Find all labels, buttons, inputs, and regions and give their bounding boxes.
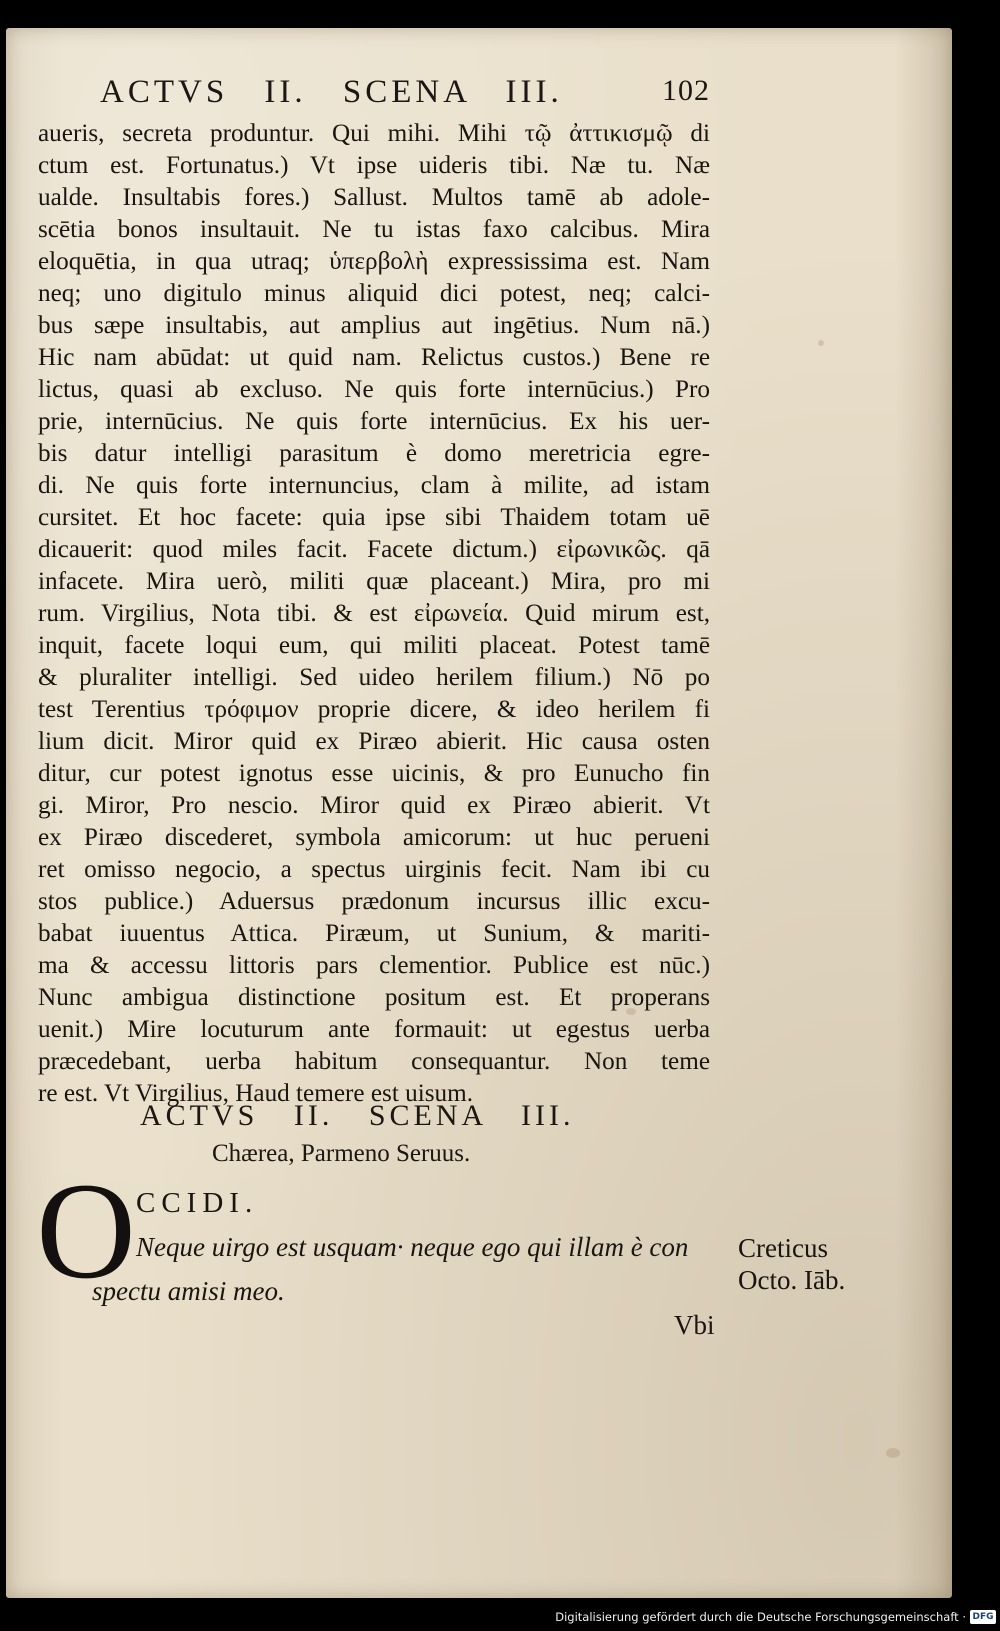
- page-number: 102: [662, 74, 710, 107]
- commentary-line: inquit, facete loqui eum, qui militi placeat. Potest tamē: [38, 632, 710, 659]
- commentary-line: neq; uno digitulo minus aliquid dici potest, neq; calci-: [38, 280, 710, 307]
- commentary-line: re est. Vt Virgilius, Haud temere est uisum.: [38, 1080, 474, 1107]
- commentary-line: test Terentius τρόφιμον proprie dicere, & ideo herilem fi: [38, 696, 710, 723]
- commentary-line: dicauerit: quod miles facit. Facete dictum.) εἰρωνικῶς. qā: [38, 536, 710, 563]
- running-header-title: ACTVS II. SCENA III.: [100, 74, 563, 110]
- catchword: Vbi: [674, 1310, 715, 1340]
- commentary-line: præcedebant, uerba habitum consequantur. Non teme: [38, 1048, 710, 1075]
- commentary-line: Hic nam abūdat: ut quid nam. Relictus custos.) Bene re: [38, 344, 710, 371]
- commentary-line: ditur, cur potest ignotus esse uicinis, & pro Eunucho fin: [38, 760, 710, 787]
- commentary-line: scētia bonos insultauit. Ne tu istas faxo calcibus. Mira: [38, 216, 710, 243]
- commentary-line: prie, internūcius. Ne quis forte internūcius. Ex his uer-: [38, 408, 710, 435]
- verse-opening-word: CCIDI.: [136, 1187, 259, 1219]
- scene-heading: ACTVS II. SCENA III.: [140, 1099, 575, 1132]
- commentary-line: Nunc ambigua distinctione positum est. Et properans: [38, 984, 710, 1011]
- paper-spot: [886, 1448, 900, 1458]
- margin-note-line: Octo. Iāb.: [738, 1265, 846, 1295]
- commentary-line: ma & accessu littoris pars clementior. Publice est nūc.): [38, 952, 710, 979]
- commentary-line: stos publice.) Aduersus prædonum incursus illic excu-: [38, 888, 710, 915]
- running-header: [100, 74, 710, 118]
- paper-spot: [818, 340, 824, 346]
- commentary-line: & pluraliter intelligi. Sed uideo herilem filium.) Nō po: [38, 664, 710, 691]
- commentary-line: bus sæpe insultabis, aut amplius aut ingētius. Num nā.): [38, 312, 710, 339]
- commentary-line: rum. Virgilius, Nota tibi. & est εἰρωνεία. Quid mirum est,: [38, 600, 710, 627]
- commentary-line: uenit.) Mire locuturum ante formauit: ut egestus uerba: [38, 1016, 710, 1043]
- commentary-line: ex Piræo discederet, symbola amicorum: ut huc perueni: [38, 824, 710, 851]
- commentary-line: ret omisso negocio, a spectus uirginis fecit. Nam ibi cu: [38, 856, 710, 883]
- commentary-line: ualde. Insultabis fores.) Sallust. Multos tamē ab adole-: [38, 184, 710, 211]
- commentary-line: lium dicit. Miror quid ex Piræo abierit. Hic causa osten: [38, 728, 710, 755]
- commentary-line: eloquētia, in qua utraq; ὑπερβολὴ expressissima est. Nam: [38, 248, 710, 275]
- commentary-line: lictus, quasi ab excluso. Ne quis forte internūcius.) Pro: [38, 376, 710, 403]
- commentary-line: ctum est. Fortunatus.) Vt ipse uideris tibi. Næ tu. Næ: [38, 152, 710, 179]
- digitization-credit: [555, 1606, 996, 1628]
- drop-cap-initial: O: [36, 1154, 136, 1307]
- commentary-line: gi. Miror, Pro nescio. Miror quid ex Piræo abierit. Vt: [38, 792, 710, 819]
- commentary-line: aueris, secreta produntur. Qui mihi. Mihi τῷ ἀττικισμῷ di: [38, 120, 710, 147]
- margin-note: [738, 1232, 845, 1296]
- commentary-line: babat iuuentus Attica. Piræum, ut Sunium, & mariti-: [38, 920, 710, 947]
- verse-line: spectu amisi meo.: [92, 1276, 285, 1306]
- commentary-line: cursitet. Et hoc facete: quia ipse sibi Thaidem totam uē: [38, 504, 710, 531]
- credit-text: Digitalisierung gefördert durch die Deutsche Forschungsgemeinschaft ·: [555, 1610, 966, 1624]
- commentary-line: di. Ne quis forte internuncius, clam à milite, ad istam: [38, 472, 710, 499]
- commentary-line: infacete. Mira uerò, militi quæ placeant.) Mira, pro mi: [38, 568, 710, 595]
- margin-note-line: Creticus: [738, 1233, 828, 1263]
- commentary-block: [38, 118, 738, 1110]
- commentary-line: bis datur intelligi parasitum è domo meretricia egre-: [38, 440, 710, 467]
- scene-characters: Chærea, Parmeno Seruus.: [212, 1140, 471, 1167]
- dfg-logo: DFG: [970, 1610, 996, 1624]
- verse-line: Neque uirgo est usquam· neque ego qui illam è con: [136, 1232, 689, 1262]
